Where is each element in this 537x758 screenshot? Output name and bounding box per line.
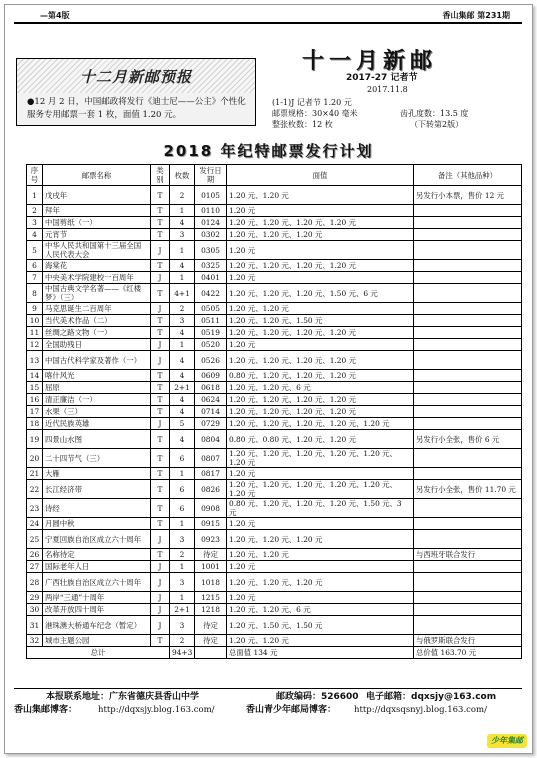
cell-no: 12 (27, 339, 43, 351)
cell-name: 四景山水图 (43, 430, 151, 449)
total-empty (195, 647, 227, 659)
col-header-value: 面值 (227, 165, 414, 186)
cell-date: 待定 (195, 616, 227, 635)
forecast-text: ●12 月 2 日，中国邮政将发行《迪士尼——公主》个性化服务专用邮票一套 1 枚，面值 1.20 元。 (27, 97, 246, 120)
cell-count: 2 (170, 635, 195, 647)
cell-note (414, 315, 522, 327)
cell-value: 1.20 元、1.20 元、1.20 元、1.20 元 (227, 217, 414, 229)
cell-count: 2+1 (170, 604, 195, 616)
cell-count: 3 (170, 229, 195, 241)
cell-count: 3 (170, 315, 195, 327)
cell-date: 待定 (195, 549, 227, 561)
cell-no: 26 (27, 549, 43, 561)
new-issue-subline: 2017-27 记者节 (346, 73, 418, 83)
cell-note (414, 561, 522, 573)
table-row (27, 327, 522, 339)
table-row (27, 468, 522, 480)
page-header (14, 8, 522, 22)
cell-date: 0807 (195, 449, 227, 468)
table-row (27, 217, 522, 229)
cell-type: T (151, 430, 170, 449)
new-issue-date: 2017.11.8 (367, 85, 408, 94)
cell-note: 与西班牙联合发行 (414, 549, 522, 561)
table-row (27, 406, 522, 418)
table-row (27, 518, 522, 530)
cell-count: 4+1 (170, 284, 195, 303)
cell-name: 中华人民共和国第十三届全国人民代表大会 (43, 241, 151, 260)
cell-date: 1218 (195, 604, 227, 616)
cell-count: 1 (170, 241, 195, 260)
cell-no: 13 (27, 351, 43, 370)
cell-no: 32 (27, 635, 43, 647)
table-row (27, 260, 522, 272)
cell-type: T (151, 284, 170, 303)
cell-date: 0520 (195, 339, 227, 351)
cell-type: J (151, 592, 170, 604)
cell-no: 17 (27, 406, 43, 418)
cell-name: 港珠澳大桥通车纪念（暂定） (43, 616, 151, 635)
cell-date: 0915 (195, 518, 227, 530)
footer (14, 688, 522, 717)
cell-count: 1 (170, 518, 195, 530)
cell-value: 1.20 元、1.20 元 (227, 549, 414, 561)
cell-date: 0105 (195, 186, 227, 205)
cell-value: 1.20 元、1.20 元、1.20 元 (227, 530, 414, 549)
cell-count: 4 (170, 351, 195, 370)
cell-count: 1 (170, 592, 195, 604)
cell-date: 0609 (195, 370, 227, 382)
cell-name: 中国古代科学家及著作（一） (43, 351, 151, 370)
cell-note (414, 217, 522, 229)
cell-count: 4 (170, 260, 195, 272)
cell-value: 1.20 元、1.20 元、6 元 (227, 604, 414, 616)
issue-label: 香山集邮 第231期 (442, 11, 510, 20)
cell-no: 20 (27, 449, 43, 468)
cell-date: 1001 (195, 561, 227, 573)
cell-count: 2+1 (170, 382, 195, 394)
col-header-date: 发行日期 (195, 165, 227, 186)
cell-count: 1 (170, 468, 195, 480)
footer-blog1-link[interactable]: http://dqxsjy.blog.163.com/ (98, 705, 215, 715)
cell-type: T (151, 394, 170, 406)
cell-note (414, 303, 522, 315)
cell-type: J (151, 351, 170, 370)
cell-name: 诗经 (43, 499, 151, 518)
cell-name: 中国剪纸（一） (43, 217, 151, 229)
cell-no: 8 (27, 284, 43, 303)
cell-name: 中国古典文学名著——《红楼梦》（三） (43, 284, 151, 303)
cell-value: 1.20 元、1.50 元、1.50 元 (227, 616, 414, 635)
cell-count: 1 (170, 272, 195, 284)
cell-name: 拜年 (43, 205, 151, 217)
cell-no: 28 (27, 573, 43, 592)
table-row (27, 449, 522, 468)
cell-type: J (151, 530, 170, 549)
cell-count: 6 (170, 499, 195, 518)
cell-date: 0325 (195, 260, 227, 272)
cell-count: 3 (170, 530, 195, 549)
table-row (27, 303, 522, 315)
cell-type: T (151, 205, 170, 217)
col-header-type: 类别 (151, 165, 170, 186)
cell-note (414, 592, 522, 604)
cell-name: 宁夏回族自治区成立六十周年 (43, 530, 151, 549)
spec-continued: （下转第2版） (410, 120, 464, 129)
table-row (27, 229, 522, 241)
table-row (27, 480, 522, 499)
cell-name: 中央美术学院建校一百周年 (43, 272, 151, 284)
cell-no: 16 (27, 394, 43, 406)
cell-value: 1.20 元、1.20 元、1.20 元 (227, 573, 414, 592)
plan-title: 2018 年纪特邮票发行计划 (163, 142, 374, 160)
table-row (27, 573, 522, 592)
cell-note (414, 518, 522, 530)
cell-type: T (151, 382, 170, 394)
cell-no: 11 (27, 327, 43, 339)
cell-no: 15 (27, 382, 43, 394)
cell-count: 3 (170, 616, 195, 635)
cell-value: 1.20 元、1.20 元、1.20 元、1.20 元 (227, 394, 414, 406)
cell-type: J (151, 573, 170, 592)
forecast-box (16, 58, 256, 126)
cell-type: J (151, 561, 170, 573)
cell-note (414, 339, 522, 351)
cell-name: 长江经济带 (43, 480, 151, 499)
cell-count: 1 (170, 205, 195, 217)
cell-name: 国际老年人日 (43, 561, 151, 573)
cell-no: 5 (27, 241, 43, 260)
cell-no: 31 (27, 616, 43, 635)
cell-value: 1.20 元 (227, 205, 414, 217)
total-value: 总面值 134 元 (227, 647, 414, 659)
table-total-row (27, 647, 522, 659)
cell-name: 丝绸之路文物（一） (43, 327, 151, 339)
cell-value: 0.80 元、0.80 元、1.20 元、1.20 元 (227, 430, 414, 449)
cell-note (414, 284, 522, 303)
cell-count: 1 (170, 561, 195, 573)
cell-no: 29 (27, 592, 43, 604)
cell-note: 与俄罗斯联合发行 (414, 635, 522, 647)
cell-type: T (151, 229, 170, 241)
cell-value: 1.20 元、1.20 元、1.50 元 (227, 315, 414, 327)
table-row (27, 499, 522, 518)
cell-value: 1.20 元 (227, 468, 414, 480)
cell-name: 名称待定 (43, 549, 151, 561)
cell-note (414, 418, 522, 430)
footer-blog2-link[interactable]: http://dqxsqsnyj.blog.163.com/ (354, 705, 487, 715)
cell-value: 1.20 元 (227, 241, 414, 260)
cell-note (414, 573, 522, 592)
cell-value: 1.20 元 (227, 272, 414, 284)
cell-note: 另发行小全张，售价 6 元 (414, 430, 522, 449)
table-row (27, 205, 522, 217)
cell-date: 0826 (195, 480, 227, 499)
cell-note: 另发行小全张，售价 11.70 元 (414, 480, 522, 499)
cell-value: 1.20 元、1.20 元、6 元 (227, 382, 414, 394)
cell-note (414, 351, 522, 370)
cell-date: 0804 (195, 430, 227, 449)
cell-date: 0422 (195, 284, 227, 303)
cell-value: 1.20 元、1.20 元 (227, 186, 414, 205)
cell-date: 0714 (195, 406, 227, 418)
footer-postcode: 邮政编码：526600 (276, 692, 359, 702)
cell-no: 18 (27, 418, 43, 430)
cell-name: 海棠花 (43, 260, 151, 272)
cell-count: 4 (170, 406, 195, 418)
cell-no: 1 (27, 186, 43, 205)
cell-count: 3 (170, 573, 195, 592)
cell-name: 两岸“三通”十周年 (43, 592, 151, 604)
total-note: 总价值 163.70 元 (414, 647, 522, 659)
cell-note (414, 370, 522, 382)
footer-address: 本报联系地址：广东省德庆县香山中学 (46, 692, 200, 702)
cell-name: 喀什风光 (43, 370, 151, 382)
cell-no: 9 (27, 303, 43, 315)
cell-value: 1.20 元、1.20 元、1.20 元 (227, 229, 414, 241)
cell-date: 0519 (195, 327, 227, 339)
cell-date: 0401 (195, 272, 227, 284)
cell-note (414, 241, 522, 260)
cell-no: 10 (27, 315, 43, 327)
cell-type: J (151, 616, 170, 635)
cell-type: T (151, 370, 170, 382)
cell-count: 6 (170, 480, 195, 499)
cell-type: T (151, 406, 170, 418)
cell-type: T (151, 260, 170, 272)
table-row (27, 561, 522, 573)
youth-philately-logo: 少年集邮 (487, 734, 527, 748)
cell-value: 1.20 元 (227, 339, 414, 351)
cell-value: 1.20 元、1.20 元 (227, 635, 414, 647)
cell-type: J (151, 604, 170, 616)
table-row (27, 530, 522, 549)
cell-count: 5 (170, 418, 195, 430)
cell-no: 6 (27, 260, 43, 272)
cell-no: 3 (27, 217, 43, 229)
cell-no: 14 (27, 370, 43, 382)
cell-note (414, 327, 522, 339)
cell-date: 0817 (195, 468, 227, 480)
cell-note (414, 272, 522, 284)
cell-type: J (151, 272, 170, 284)
cell-name: 大雁 (43, 468, 151, 480)
table-row (27, 549, 522, 561)
cell-name: 改革开放四十周年 (43, 604, 151, 616)
cell-date: 0511 (195, 315, 227, 327)
footer-blog1-label: 香山集邮博客： (14, 705, 78, 715)
cell-note (414, 406, 522, 418)
cell-date: 0305 (195, 241, 227, 260)
cell-note (414, 260, 522, 272)
table-row (27, 370, 522, 382)
cell-value: 1.20 元、1.20 元、1.20 元、1.20 元 (227, 351, 414, 370)
cell-value: 0.80 元、1.20 元、1.20 元、1.20 元、1.50 元、3 元 (227, 499, 414, 518)
cell-count: 4 (170, 327, 195, 339)
cell-value: 1.20 元、1.20 元、1.20 元、1.50 元、6 元 (227, 284, 414, 303)
cell-no: 19 (27, 430, 43, 449)
plan-table-body (27, 186, 522, 647)
table-row (27, 339, 522, 351)
cell-date: 0729 (195, 418, 227, 430)
table-row (27, 635, 522, 647)
cell-value: 1.20 元、1.20 元、1.20 元、1.20 元、1.20 元、1.20 元 (227, 449, 414, 468)
cell-no: 25 (27, 530, 43, 549)
cell-note (414, 468, 522, 480)
table-row (27, 351, 522, 370)
cell-count: 2 (170, 303, 195, 315)
footer-email: 电子邮箱：dqxsjy@163.com (366, 692, 497, 702)
cell-date: 1215 (195, 592, 227, 604)
cell-date: 0923 (195, 530, 227, 549)
cell-no: 22 (27, 480, 43, 499)
cell-note (414, 449, 522, 468)
table-row (27, 315, 522, 327)
cell-value: 1.20 元、1.20 元 (227, 303, 414, 315)
table-row (27, 284, 522, 303)
cell-date: 0526 (195, 351, 227, 370)
cell-date: 0505 (195, 303, 227, 315)
cell-no: 7 (27, 272, 43, 284)
col-header-note: 备注（其他品种） (414, 165, 522, 186)
cell-name: 广西壮族自治区成立六十周年 (43, 573, 151, 592)
cell-name: 近代民族英雄 (43, 418, 151, 430)
cell-count: 4 (170, 394, 195, 406)
cell-no: 21 (27, 468, 43, 480)
cell-date: 待定 (195, 635, 227, 647)
cell-count: 2 (170, 186, 195, 205)
cell-note (414, 394, 522, 406)
cell-name: 马克思诞生二百周年 (43, 303, 151, 315)
edition-label: —第4版 (40, 11, 70, 20)
col-header-no: 序号 (27, 165, 43, 186)
cell-date: 1018 (195, 573, 227, 592)
table-row (27, 272, 522, 284)
cell-name: 全国助残日 (43, 339, 151, 351)
cell-date: 0110 (195, 205, 227, 217)
cell-type: T (151, 635, 170, 647)
table-row (27, 382, 522, 394)
cell-note: 另发行小本票，售价 12 元 (414, 186, 522, 205)
cell-value: 1.20 元、1.20 元、1.20 元、1.20 元、1.20 元 (227, 418, 414, 430)
cell-name: 水果（三） (43, 406, 151, 418)
cell-type: T (151, 549, 170, 561)
cell-type: J (151, 303, 170, 315)
cell-note (414, 382, 522, 394)
table-row (27, 186, 522, 205)
table-header-row (27, 165, 522, 186)
cell-no: 30 (27, 604, 43, 616)
cell-no: 2 (27, 205, 43, 217)
cell-type: T (151, 468, 170, 480)
cell-type: T (151, 518, 170, 530)
footer-rule (14, 688, 522, 689)
cell-value: 1.20 元 (227, 518, 414, 530)
cell-count: 4 (170, 430, 195, 449)
cell-name: 清正廉洁（一） (43, 394, 151, 406)
cell-count: 4 (170, 217, 195, 229)
cell-name: 月圆中秋 (43, 518, 151, 530)
cell-date: 0302 (195, 229, 227, 241)
cell-date: 0124 (195, 217, 227, 229)
cell-type: T (151, 449, 170, 468)
cell-count: 1 (170, 339, 195, 351)
cell-no: 27 (27, 561, 43, 573)
cell-date: 0618 (195, 382, 227, 394)
cell-note (414, 604, 522, 616)
total-count: 94+3 (170, 647, 195, 659)
plan-table (26, 164, 522, 659)
cell-type: T (151, 327, 170, 339)
cell-value: 1.20 元、1.20 元、1.20 元、1.20 元 (227, 260, 414, 272)
cell-name: 元宵节 (43, 229, 151, 241)
cell-type: T (151, 499, 170, 518)
cell-count: 4 (170, 370, 195, 382)
cell-date: 0908 (195, 499, 227, 518)
cell-no: 23 (27, 499, 43, 518)
cell-type: J (151, 339, 170, 351)
table-row (27, 430, 522, 449)
total-label: 总计 (27, 647, 170, 659)
cell-note (414, 205, 522, 217)
col-header-name: 邮票名称 (43, 165, 151, 186)
col-header-count: 枚数 (170, 165, 195, 186)
new-issue-headline: 十一月新邮 (302, 49, 438, 74)
cell-type: T (151, 217, 170, 229)
cell-type: J (151, 241, 170, 260)
footer-blog2-label: 香山青少年邮局博客： (246, 705, 337, 715)
spec-size: 邮票规格：30×40 毫米 (272, 109, 358, 118)
cell-value: 1.20 元 (227, 592, 414, 604)
cell-type: T (151, 186, 170, 205)
header-rule (14, 22, 522, 24)
table-row (27, 604, 522, 616)
cell-name: 戊戌年 (43, 186, 151, 205)
cell-count: 6 (170, 449, 195, 468)
cell-name: 城市主题公园 (43, 635, 151, 647)
spec-stamp: (1-1)J 记者节 1.20 元 (272, 98, 352, 107)
cell-value: 1.20 元、1.20 元、1.20 元、1.20 元 (227, 327, 414, 339)
cell-note (414, 616, 522, 635)
cell-date: 0624 (195, 394, 227, 406)
cell-type: T (151, 315, 170, 327)
cell-type: J (151, 418, 170, 430)
table-row (27, 394, 522, 406)
spec-count: 整张枚数：12 枚 (272, 120, 333, 129)
table-row (27, 241, 522, 260)
cell-value: 0.80 元、1.20 元、1.20 元、1.20 元 (227, 370, 414, 382)
cell-name: 当代美术作品（二） (43, 315, 151, 327)
cell-type: T (151, 480, 170, 499)
cell-value: 1.20 元、1.20 元、1.20 元、1.20 元 (227, 406, 414, 418)
forecast-title: 十二月新邮预报 (79, 68, 192, 86)
cell-no: 4 (27, 229, 43, 241)
cell-value: 1.20 元 (227, 561, 414, 573)
table-row (27, 418, 522, 430)
cell-value: 1.20 元、1.20 元、1.20 元、1.20 元、1.20 元、1.20 元 (227, 480, 414, 499)
cell-note (414, 530, 522, 549)
cell-note (414, 229, 522, 241)
cell-count: 2 (170, 549, 195, 561)
cell-no: 24 (27, 518, 43, 530)
cell-note (414, 499, 522, 518)
spec-perf: 齿孔度数：13.5 度 (400, 109, 469, 118)
table-row (27, 592, 522, 604)
cell-name: 屈原 (43, 382, 151, 394)
table-row (27, 616, 522, 635)
cell-name: 二十四节气（三） (43, 449, 151, 468)
